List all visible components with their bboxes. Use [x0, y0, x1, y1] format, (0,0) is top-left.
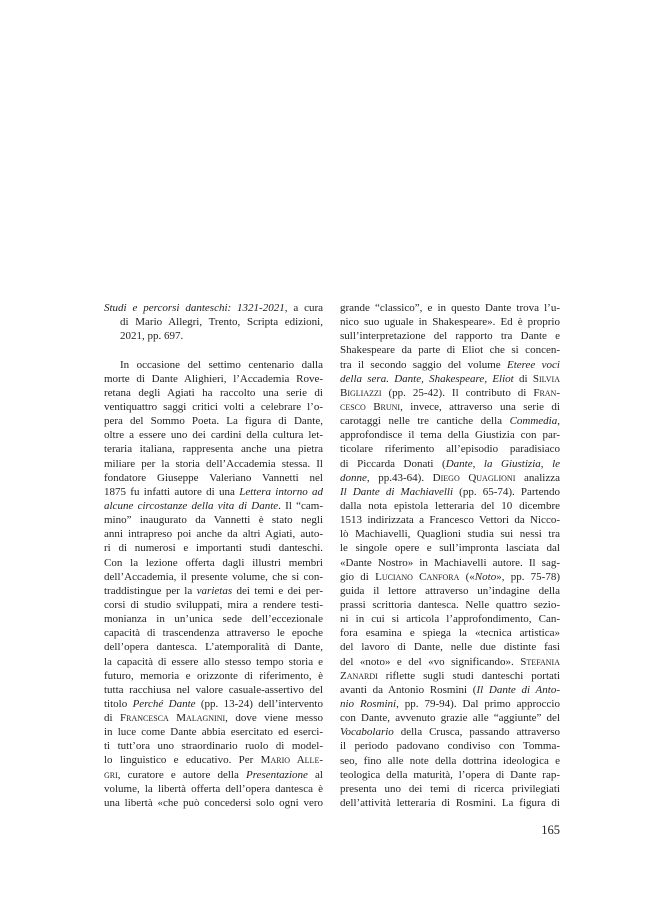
text-line	[104, 612, 323, 626]
text-run: tra il secondo saggio del volume	[340, 358, 508, 371]
text-line	[340, 541, 560, 555]
text-line	[340, 739, 560, 753]
text-line	[104, 527, 323, 541]
text-run: carotaggi nelle tre cantiche della	[340, 415, 510, 428]
text-run: fondatore Giuseppe Valeriano Vannetti nel	[104, 471, 323, 484]
text-run: il periodo padovano condiviso con Tomma-	[340, 740, 560, 753]
italic-run: Presentazione	[245, 768, 308, 781]
text-run: seo, fino alle note della dottrina ideologica e	[340, 754, 560, 767]
italic-run: Lettera intorno ad	[239, 485, 324, 498]
text-run: ventiquattro saggi critici volti a celebrare l’o-	[104, 400, 323, 413]
text-run: futuro, memoria e orizzonte di riferimento, è	[104, 669, 323, 682]
text-line	[104, 541, 323, 555]
text-line	[340, 711, 560, 725]
text-line	[104, 485, 323, 499]
text-run: In occasione del settimo centenario dalla	[120, 358, 323, 371]
text-line	[340, 471, 560, 485]
text-run: , a cura	[284, 302, 323, 314]
text-line	[340, 655, 560, 669]
text-run: morte di Dante Alighieri, l’Accademia Rove-	[104, 372, 323, 385]
text-run: avanti da Antonio Rosmini (	[340, 683, 477, 696]
text-line	[104, 626, 323, 640]
text-line	[104, 414, 323, 428]
text-run: presenta uno dei temi di ricerca privilegiati	[340, 782, 560, 795]
text-run: sull’interpretazione del rapporto tra Dante e	[340, 330, 560, 343]
text-line	[104, 640, 323, 654]
italic-run: Perché Dante	[132, 697, 196, 710]
text-run: analizza	[515, 471, 560, 484]
text-run: teraria italiana, rappresenta anche una pietra	[104, 443, 323, 456]
text-line	[104, 358, 323, 372]
text-line	[104, 570, 323, 584]
text-line	[104, 725, 323, 739]
text-line	[340, 626, 560, 640]
text-line	[104, 739, 323, 753]
italic-run: Il Dante di Anto-	[476, 683, 560, 696]
bibliographic-citation	[104, 301, 323, 343]
text-run: anni intrapreso poi anche da altri Agiati, auto-	[104, 528, 323, 541]
text-line	[104, 753, 323, 767]
text-run: lò Machiavelli, Quaglioni studia sui nessi tra	[340, 528, 560, 541]
italic-run: Commedia	[509, 415, 558, 428]
text-run: dalla nota epistola letteraria del 10 dicembre	[340, 499, 560, 512]
text-run: grande “classico”, e in questo Dante trova l’u-	[340, 302, 560, 314]
text-line	[340, 697, 560, 711]
text-run: dell’Accademia, il presente volume, che si con-	[104, 570, 323, 583]
text-run: pera del Sommo Poeta. La figura di Dante,	[104, 415, 323, 428]
italic-run: Noto	[474, 570, 497, 583]
smallcaps-run: Luciano Canfora	[375, 570, 460, 583]
left-column	[104, 301, 323, 810]
italic-run: varietas	[196, 584, 233, 597]
text-line	[104, 796, 323, 810]
smallcaps-run: Zanardi	[340, 669, 378, 682]
text-line	[104, 768, 323, 782]
text-line	[340, 725, 560, 739]
text-run: corsi di studio sviluppati, mira a rendere testi-	[104, 598, 323, 611]
text-run: tutta racchiusa nel valore casuale-assertivo del	[104, 683, 323, 696]
text-run: del lavoro di Dante, nelle due distinte fasi	[340, 641, 560, 654]
text-run: dell’attività letteraria di Rosmini. La figura di	[340, 796, 560, 809]
text-run: Con la lezione offerta dagli illustri membri	[104, 556, 323, 569]
text-line	[340, 584, 560, 598]
text-run: mino” inaugurato da Vannetti è stato negli	[104, 514, 323, 527]
italic-run: donne	[340, 471, 367, 484]
text-run: di	[513, 372, 533, 385]
text-run: gio di	[340, 570, 376, 583]
text-line	[340, 556, 560, 570]
smallcaps-run: Diego Quaglioni	[432, 471, 516, 484]
text-line	[340, 485, 560, 499]
text-line	[340, 513, 560, 527]
text-line	[104, 329, 323, 343]
text-run: («	[459, 570, 475, 583]
text-line	[104, 315, 323, 329]
text-run: 1875 fu infatti autore di una	[104, 485, 240, 498]
text-run: lo linguistico e educativo. Per	[104, 754, 261, 767]
text-run: Shakespeare da parte di Eliot che si concen-	[340, 344, 560, 357]
text-line	[340, 612, 560, 626]
text-run: guida il lettore attraverso un’indagine della	[340, 584, 560, 597]
smallcaps-run: Silvia	[532, 372, 560, 385]
text-line	[340, 372, 560, 386]
smallcaps-run: Mario Alle-	[260, 754, 323, 767]
text-run: la capacità di essere allo stesso tempo storia e	[104, 655, 323, 668]
text-line	[340, 499, 560, 513]
italic-run: nio Rosmini	[340, 697, 397, 710]
text-line	[340, 782, 560, 796]
text-run: (pp. 65-74). Partendo	[453, 485, 560, 498]
italic-run: Vocabolario	[340, 726, 394, 739]
text-line	[340, 796, 560, 810]
text-line	[340, 768, 560, 782]
text-run: traddistingue per la	[104, 584, 197, 597]
review-text-left	[104, 358, 323, 811]
text-line	[104, 513, 323, 527]
text-line	[104, 711, 323, 725]
text-line	[340, 570, 560, 584]
text-line	[340, 457, 560, 471]
text-run: volume, la libertà offerta dell’opera dantesca è	[104, 782, 323, 795]
italic-run: della sera. Dante, Shakespeare, Eliot	[340, 372, 514, 385]
text-run: «Dante Nostro» in Machiavelli autore. Il sag-	[340, 556, 560, 569]
text-run: 2021, pp. 697.	[120, 330, 184, 343]
text-line	[104, 428, 323, 442]
text-run: con Dante, avvenuto grazie alle “aggiunte” del	[340, 712, 560, 725]
text-run: al	[307, 768, 323, 781]
smallcaps-run: Bigliazzi	[340, 386, 382, 399]
text-line	[340, 428, 560, 442]
text-run: ni in cui si articola l’approfondimento, Can-	[340, 613, 560, 626]
text-line	[104, 442, 323, 456]
text-line	[104, 598, 323, 612]
text-run: miliare per la storia dell’Accademia stessa. Il	[104, 457, 323, 470]
text-run: riflette sugli studi danteschi portati	[377, 669, 560, 682]
text-line	[104, 499, 323, 513]
text-run: ri di numerosi e importanti studi danteschi.	[104, 542, 323, 555]
text-line	[104, 386, 323, 400]
text-run: , pp. 79-94). Dal primo approccio	[396, 697, 560, 710]
text-run: del «noto» e del «vo significando».	[340, 655, 521, 668]
text-line	[340, 754, 560, 768]
text-run: teologica della maturità, l’opera di Dante rap-	[340, 768, 560, 781]
text-line	[104, 669, 323, 683]
text-run: . Il “cam-	[278, 499, 323, 512]
text-line	[340, 640, 560, 654]
text-run: prassi scrittoria dantesca. Nelle quattro sezio-	[340, 598, 560, 611]
text-run: approfondisce il tema della Giustizia con par-	[340, 429, 560, 442]
italic-run: Il Dante di Machiavelli	[340, 485, 454, 498]
text-line	[340, 442, 560, 456]
text-line	[340, 527, 560, 541]
text-line	[340, 301, 560, 315]
text-run: capacità di trascendenza attraverso le epoche	[104, 627, 323, 640]
text-line	[340, 329, 560, 343]
text-run: titolo	[104, 697, 133, 710]
text-run: ticolare riferimento all’episodio paradisiaco	[340, 443, 560, 456]
text-line	[104, 655, 323, 669]
text-line	[104, 372, 323, 386]
text-line	[104, 457, 323, 471]
text-line	[340, 683, 560, 697]
smallcaps-run: Fran-	[533, 386, 560, 399]
text-run: , invece, attraverso una serie di	[400, 400, 560, 413]
text-line	[104, 471, 323, 485]
right-column	[340, 301, 560, 810]
smallcaps-run: gri	[104, 768, 118, 781]
text-line	[340, 400, 560, 414]
text-run: di Mario Allegri, Trento, Scripta edizioni,	[120, 316, 323, 329]
text-run: , curatore e autore della	[117, 768, 246, 781]
text-line	[104, 584, 323, 598]
italic-run: Studi e percorsi danteschi: 1321-2021	[104, 302, 285, 314]
text-run: (pp. 13-24) dell’intervento	[195, 697, 323, 710]
text-line	[340, 598, 560, 612]
text-run: ,	[557, 415, 560, 428]
text-run: nico suo uguale in Shakespeare». Ed è proprio	[340, 316, 560, 329]
text-line	[104, 301, 323, 315]
text-run: di	[104, 712, 121, 725]
smallcaps-run: Stefania	[520, 655, 560, 668]
text-line	[340, 669, 560, 683]
text-line	[104, 683, 323, 697]
text-run: in luce come Dante abbia esercitato ed eserci-	[104, 726, 323, 739]
text-line	[340, 343, 560, 357]
text-run: una libertà «che può concedersi solo ogni vero	[104, 796, 323, 809]
text-line	[104, 697, 323, 711]
text-run: oltre a essere uno dei cardini della cultura let-	[104, 429, 323, 442]
text-line	[340, 315, 560, 329]
text-line	[104, 556, 323, 570]
text-run: monianza in un’unica sede dell’eccezionale	[104, 613, 323, 626]
text-line	[340, 386, 560, 400]
text-run: (pp. 25-42). Il contributo di	[381, 386, 534, 399]
italic-run: Dante, la Giustizia, le	[445, 457, 561, 470]
text-run: , pp.43-64).	[366, 471, 433, 484]
text-run: le singole opere e sull’impronta lasciata dal	[340, 542, 560, 555]
page-number: 165	[541, 823, 560, 837]
text-line	[104, 400, 323, 414]
text-run: , dove viene messo	[225, 712, 323, 725]
text-run: dei temi e dei per-	[232, 584, 323, 597]
text-run: ti tutt’ora uno straordinario ruolo di model-	[104, 740, 323, 753]
text-run: di Piccarda Donati (	[340, 457, 446, 470]
text-run: retana degli Agiati ha raccolto una serie di	[104, 386, 323, 399]
text-line	[340, 414, 560, 428]
text-run: fora esamina e spiega la «tecnica artistica»	[340, 627, 560, 640]
text-run: dell’opera dantesca. L’atemporalità di Dante,	[104, 641, 323, 654]
text-run: 1513 indirizzata a Francesco Vettori da Nicco-	[340, 514, 560, 527]
italic-run: Eteree voci	[507, 358, 560, 371]
text-run: », pp. 75-78)	[496, 570, 560, 583]
text-line	[340, 358, 560, 372]
review-text-right	[340, 301, 560, 810]
text-run: della Crusca, passando attraverso	[393, 726, 560, 739]
smallcaps-run: Francesca Malagnini	[120, 712, 226, 725]
smallcaps-run: cesco Bruni	[340, 400, 401, 413]
italic-run: alcune circostanze della vita di Dante	[104, 499, 279, 512]
text-line	[104, 782, 323, 796]
